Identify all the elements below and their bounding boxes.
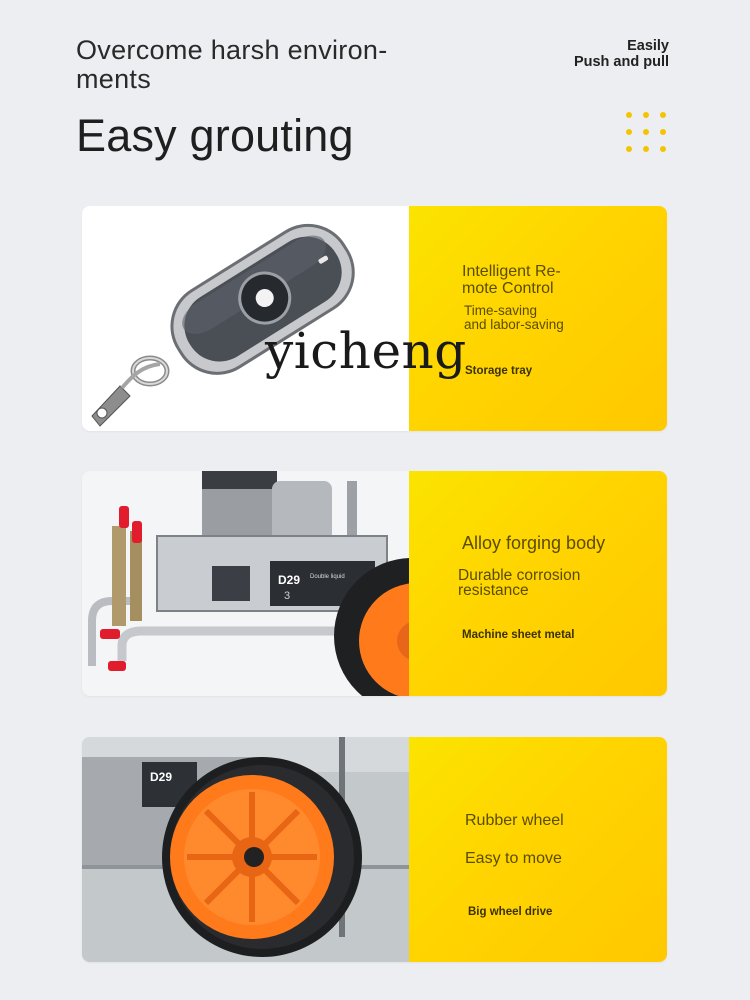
header-tag-line1: Easily [627, 38, 669, 54]
card-tag: Big wheel drive [468, 906, 553, 918]
card-panel-body [409, 471, 667, 696]
feature-card-wheel [82, 737, 667, 962]
dot [660, 129, 666, 135]
card-photo-wheel [82, 737, 409, 962]
dot [626, 129, 632, 135]
dot [643, 112, 649, 118]
page-title: Easy grouting [76, 110, 354, 161]
decorative-dots [626, 112, 666, 152]
model-digit: 3 [284, 590, 291, 602]
card-tag: Machine sheet metal [462, 629, 575, 641]
dot [643, 129, 649, 135]
machine-body-image [82, 471, 409, 696]
watermark: yicheng [265, 322, 467, 380]
card-heading: Alloy forging body [462, 533, 606, 553]
card-photo-remote [82, 206, 409, 431]
card-photo-body [82, 471, 409, 696]
feature-card-body [82, 471, 667, 696]
remote-control-image [82, 206, 409, 431]
feature-card-remote [82, 206, 667, 431]
rubber-wheel-image [82, 737, 409, 962]
dot [643, 146, 649, 152]
dot [660, 112, 666, 118]
model-label: D29 [278, 573, 301, 587]
card-subheading: Durable corrosion resistance [458, 567, 581, 599]
header-tag-line2: Push and pull [573, 54, 669, 70]
card-panel-remote [409, 206, 667, 431]
header-subtitle: Overcome harsh environ- ments [76, 35, 388, 94]
dot [660, 146, 666, 152]
card-heading: Rubber wheel [465, 812, 564, 829]
card-heading: Intelligent Re- mote Control [462, 263, 561, 297]
card-subheading: Easy to move [465, 850, 562, 867]
model-sublabel: Double liquid [310, 574, 345, 580]
header-tag [574, 38, 669, 70]
model-label: D29 [150, 770, 173, 784]
dot [626, 146, 632, 152]
card-panel-wheel [409, 737, 667, 962]
card-subheading: Time-saving and labor-saving [464, 303, 564, 332]
dot [626, 112, 632, 118]
card-tag: Storage tray [465, 365, 533, 377]
